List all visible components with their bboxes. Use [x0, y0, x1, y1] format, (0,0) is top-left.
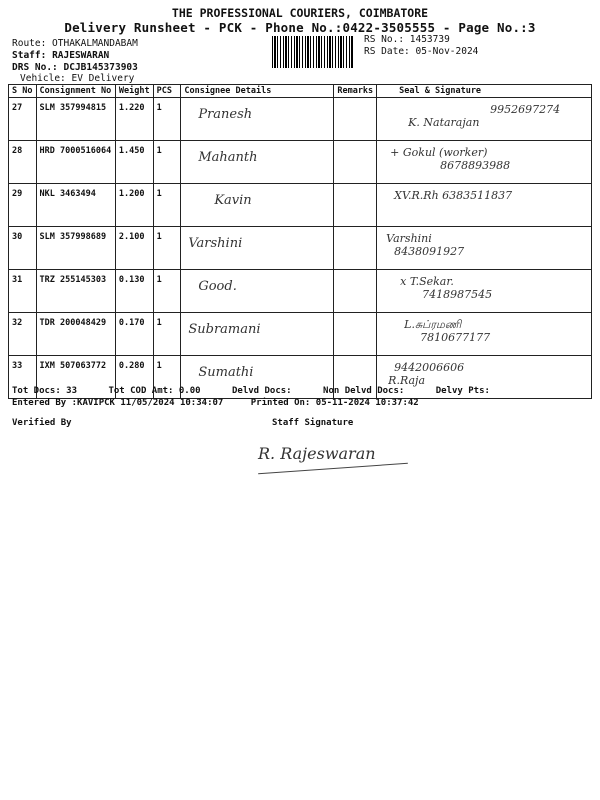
delivery-points: Delvy Pts:	[435, 386, 490, 396]
signature-line-2: R.Raja	[388, 374, 426, 387]
signature-line-2: K. Natarajan	[408, 116, 480, 129]
staff-handwritten-signature: R. Rajeswaran	[258, 444, 376, 463]
totals-line	[12, 386, 516, 396]
row-consignee	[181, 270, 334, 313]
row-sno: 30	[9, 227, 37, 270]
entered-by: Entered By :KAVIPCK 11/05/2024 10:34:07	[12, 398, 224, 408]
consignee-handwriting: Varshini	[188, 236, 243, 251]
row-pcs: 1	[153, 313, 181, 356]
col-sno: S No	[9, 85, 37, 98]
row-weight: 0.130	[115, 270, 153, 313]
col-pcs: PCS	[153, 85, 181, 98]
consignee-handwriting: Subramani	[188, 322, 261, 337]
row-pcs: 1	[153, 270, 181, 313]
table-row	[9, 184, 592, 227]
row-remarks	[334, 141, 377, 184]
row-consignee	[181, 227, 334, 270]
signature-line-2: 7810677177	[420, 331, 491, 344]
col-consignee: Consignee Details	[181, 85, 334, 98]
row-consignee	[181, 98, 334, 141]
row-signature	[377, 270, 592, 313]
row-weight: 0.170	[115, 313, 153, 356]
row-remarks	[334, 98, 377, 141]
row-pcs: 1	[153, 98, 181, 141]
row-sno: 33	[9, 356, 37, 399]
consignee-handwriting: Sumathi	[198, 365, 254, 380]
row-sno: 31	[9, 270, 37, 313]
row-pcs: 1	[153, 141, 181, 184]
consignee-handwriting: Pranesh	[198, 107, 253, 122]
non-delivered-docs: Non Delvd Docs:	[323, 386, 405, 396]
row-signature	[377, 227, 592, 270]
vehicle-info: Vehicle: EV Delivery	[20, 73, 135, 84]
verified-by-label: Verified By	[12, 418, 72, 428]
row-signature	[377, 98, 592, 141]
row-consignment: NKL 3463494	[36, 184, 115, 227]
row-remarks	[334, 313, 377, 356]
col-weight: Weight	[115, 85, 153, 98]
row-consignment: TDR 200048429	[36, 313, 115, 356]
row-consignee	[181, 184, 334, 227]
drs-label: DRS No.:	[12, 62, 58, 73]
row-sno: 29	[9, 184, 37, 227]
row-pcs: 1	[153, 227, 181, 270]
signature-line-1: 9442006606	[394, 361, 465, 374]
signature-line-1: L.சுப்ரமணி	[404, 318, 462, 331]
consignee-handwriting: Mahanth	[198, 150, 258, 165]
signature-line-1: 9952697274	[490, 103, 561, 116]
staff-label: Staff:	[12, 50, 47, 61]
company-title: THE PROFESSIONAL COURIERS, COIMBATORE	[171, 6, 429, 20]
row-consignment: SLM 357994815	[36, 98, 115, 141]
consignee-handwriting: Good.	[198, 279, 237, 294]
rs-date: RS Date: 05-Nov-2024	[364, 46, 479, 57]
row-weight: 0.280	[115, 356, 153, 399]
signature-line-2: 8678893988	[440, 159, 511, 172]
row-sno: 28	[9, 141, 37, 184]
barcode-image	[272, 36, 354, 68]
staff-info	[12, 50, 109, 62]
tot-docs: Tot Docs: 33	[12, 386, 78, 396]
row-consignee	[181, 141, 334, 184]
table-row	[9, 227, 592, 270]
table-row	[9, 313, 592, 356]
table-row	[9, 141, 592, 184]
row-weight: 1.220	[115, 98, 153, 141]
row-consignment: TRZ 255145303	[36, 270, 115, 313]
row-pcs: 1	[153, 356, 181, 399]
row-consignee	[181, 313, 334, 356]
row-consignment: IXM 507063772	[36, 356, 115, 399]
staff-signature-label: Staff Signature	[272, 418, 354, 428]
signature-line-1: x T.Sekar.	[400, 275, 454, 288]
row-consignment: HRD 7000516064	[36, 141, 115, 184]
runsheet-subtitle: Delivery Runsheet - PCK - Phone No.:0422-3505555 - Page No.:3	[64, 20, 536, 35]
col-signature: Seal & Signature	[377, 85, 592, 98]
row-remarks	[334, 227, 377, 270]
row-remarks	[334, 270, 377, 313]
consignee-handwriting: Kavin	[214, 193, 252, 208]
table-row	[9, 98, 592, 141]
signature-underline	[258, 463, 408, 474]
tot-cod-amount: Tot COD Amt: 0.00	[108, 386, 201, 396]
row-consignment: SLM 357998689	[36, 227, 115, 270]
route-info: Route: OTHAKALMANDABAM	[12, 38, 138, 49]
row-weight: 1.450	[115, 141, 153, 184]
rs-info	[364, 34, 478, 58]
runsheet-table	[8, 84, 592, 399]
signature-line-2: XV.R.Rh 6383511837	[394, 189, 513, 202]
row-sno: 32	[9, 313, 37, 356]
row-signature	[377, 184, 592, 227]
row-sno: 27	[9, 98, 37, 141]
signature-line-2: 8438091927	[394, 245, 465, 258]
row-pcs: 1	[153, 184, 181, 227]
row-weight: 2.100	[115, 227, 153, 270]
row-remarks	[334, 184, 377, 227]
drs-number: DCJB145373903	[63, 62, 138, 73]
signature-line-2: 7418987545	[422, 288, 493, 301]
row-signature	[377, 141, 592, 184]
staff-name: RAJESWARAN	[52, 50, 110, 61]
printed-on: Printed On: 05-11-2024 10:37:42	[250, 398, 419, 408]
delivered-docs: Delvd Docs:	[232, 386, 292, 396]
table-row	[9, 270, 592, 313]
rs-number: RS No.: 1453739	[364, 34, 450, 45]
col-consignment: Consignment No	[36, 85, 115, 98]
col-remarks: Remarks	[334, 85, 377, 98]
table-header-row	[9, 85, 592, 98]
row-weight: 1.200	[115, 184, 153, 227]
signature-line-1: Varshini	[386, 232, 432, 245]
signature-line-1: + Gokul (worker)	[390, 146, 488, 159]
row-signature	[377, 313, 592, 356]
entry-line	[12, 398, 441, 408]
